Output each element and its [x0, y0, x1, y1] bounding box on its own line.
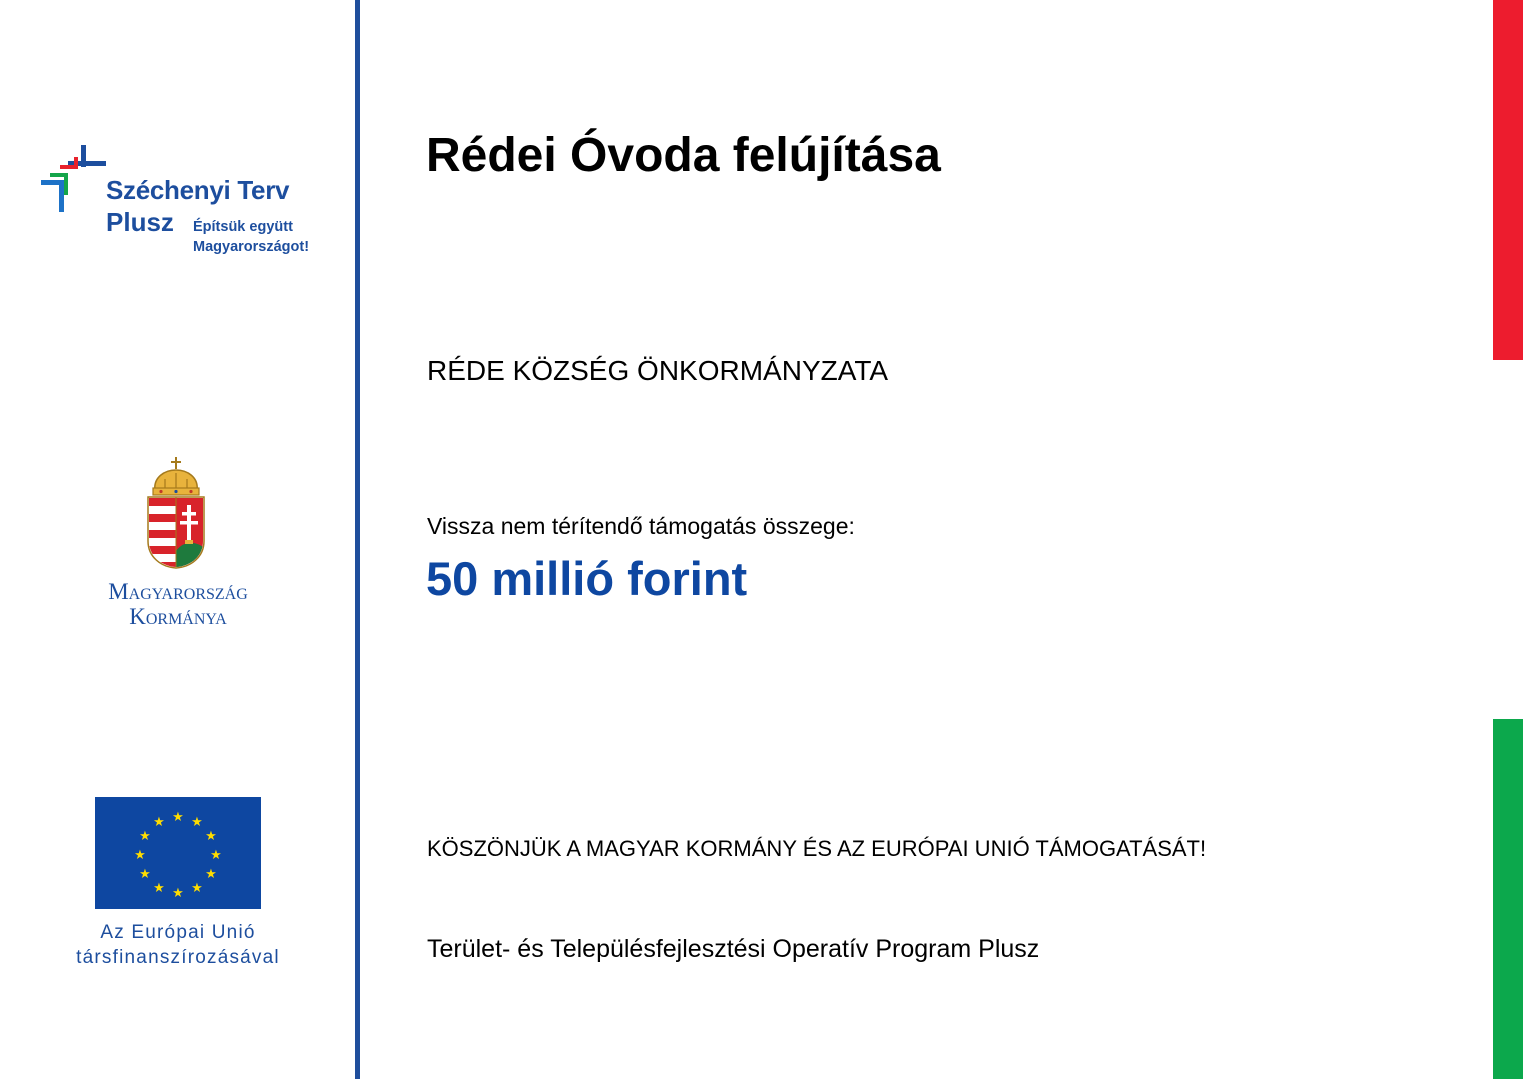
svg-text:★: ★: [139, 867, 151, 882]
svg-text:★: ★: [153, 815, 165, 830]
szechenyi-plus: Plusz: [106, 207, 174, 237]
szechenyi-logo: [40, 145, 330, 265]
svg-text:★: ★: [210, 848, 222, 863]
szechenyi-title: Széchenyi Terv: [106, 175, 290, 205]
beneficiary-name: RÉDE KÖZSÉG ÖNKORMÁNYZATA: [427, 355, 889, 386]
svg-text:★: ★: [134, 848, 146, 863]
program-name: Terület- és Településfejlesztési Operatív Program Plusz: [427, 935, 1040, 963]
eu-flag-icon: [95, 797, 261, 909]
svg-text:★: ★: [172, 810, 184, 825]
government-logo: [80, 455, 280, 635]
svg-text:★: ★: [205, 829, 217, 844]
flag-stripe-red: [1493, 0, 1523, 360]
slogan-line-2: Magyarországot!: [193, 239, 310, 255]
support-amount: 50 millió forint: [426, 552, 748, 605]
vertical-divider: [355, 0, 360, 1079]
slogan-line-1: Építsük együtt: [193, 219, 293, 235]
government-name: [80, 579, 276, 629]
eu-caption-line-2: társfinanszírozásával: [76, 947, 280, 968]
government-line-1: Magyarország: [108, 579, 248, 604]
eu-caption-line-1: Az Európai Unió: [100, 922, 256, 943]
hungarian-coat-of-arms-icon: [145, 455, 207, 573]
eu-stars: [95, 797, 261, 909]
svg-text:★: ★: [205, 867, 217, 882]
svg-text:★: ★: [139, 829, 151, 844]
support-label: Vissza nem térítendő támogatás összege:: [427, 513, 855, 539]
szechenyi-cross-icon: [40, 145, 110, 215]
svg-text:★: ★: [191, 881, 203, 896]
flag-stripe-green: [1493, 719, 1523, 1079]
eu-caption: [40, 920, 316, 970]
svg-text:★: ★: [191, 815, 203, 830]
szechenyi-slogan: [193, 217, 309, 257]
government-line-2: Kormánya: [129, 604, 227, 629]
thanks-text: KÖSZÖNJÜK A MAGYAR KORMÁNY ÉS AZ EURÓPAI UNIÓ TÁMOGATÁSÁT!: [427, 836, 1207, 861]
svg-text:★: ★: [153, 881, 165, 896]
project-title: Rédei Óvoda felújítása: [426, 129, 941, 182]
svg-text:★: ★: [172, 886, 184, 901]
